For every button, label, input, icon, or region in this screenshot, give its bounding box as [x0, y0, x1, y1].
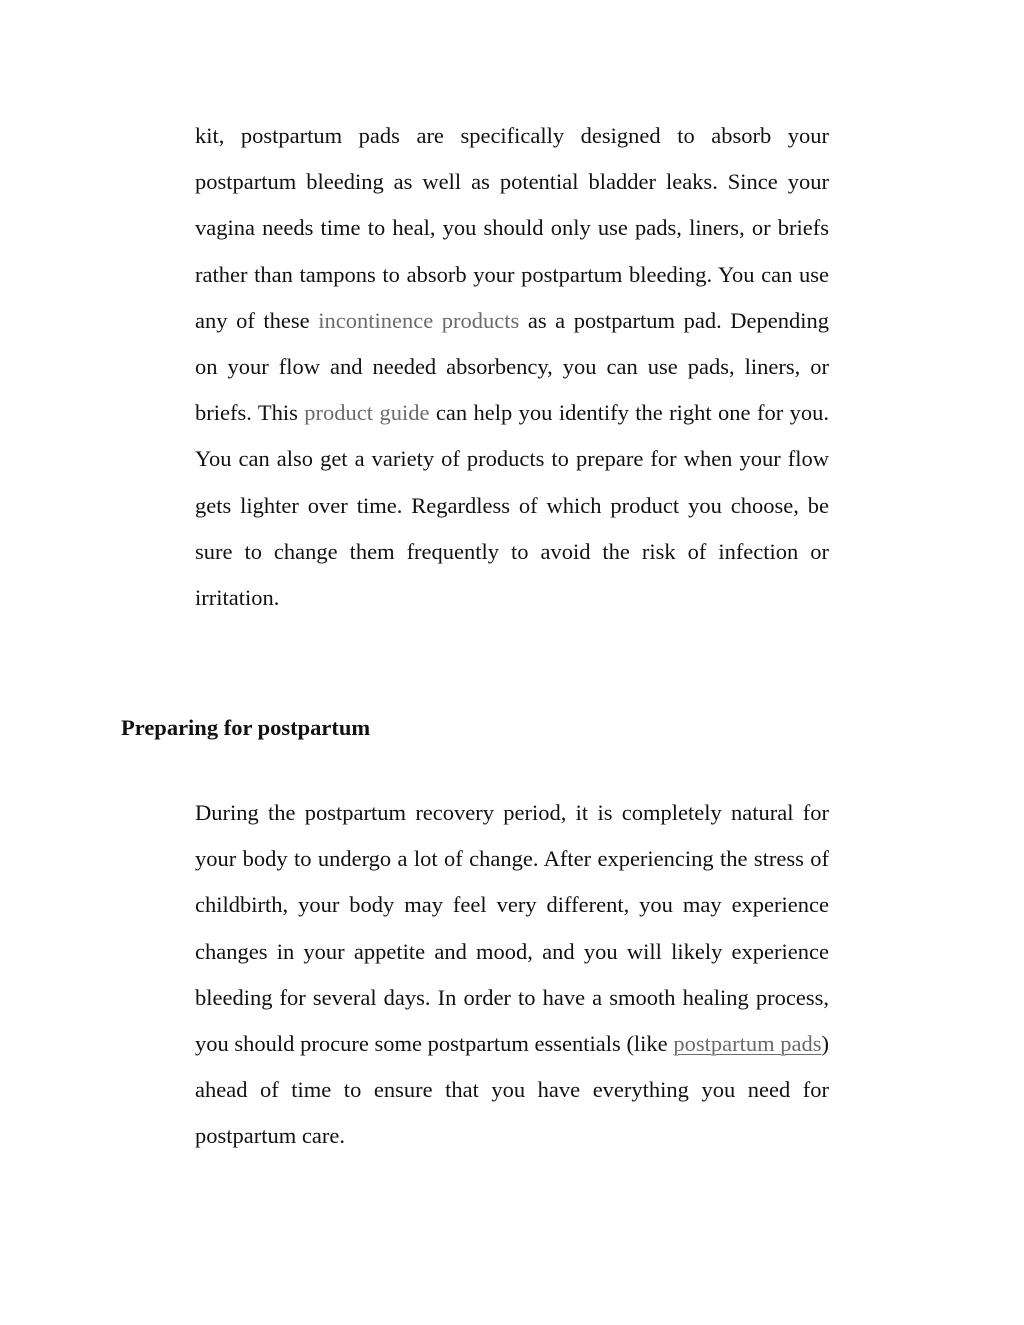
product-guide-link[interactable]: product guide — [304, 400, 430, 426]
body-paragraph-pads — [195, 113, 829, 621]
postpartum-pads-link[interactable]: postpartum pads — [673, 1031, 822, 1057]
body-paragraph-preparing — [195, 790, 829, 1160]
paragraph-text: can help you identify the right one for you. You can also get a variety of products to prepare for when your flow gets lighter over time. Regardless of which product you choose, be sure to change them frequently to avoid the risk of infection or irritation. — [195, 400, 829, 611]
section-heading: Preparing for postpartum — [121, 715, 371, 740]
incontinence-products-link[interactable]: incontinence products — [318, 307, 520, 333]
paragraph-text: During the postpartum recovery period, it is completely natural for your body to undergo a lot of change. After experiencing the stress of childbirth, your body may feel very different, you may experience changes in your appetite and mood, and you will likely experience bleeding for several days. In order to have a smooth healing process, you should procure some postpartum essentials (like — [195, 800, 829, 1057]
paragraph-text: ) ahead of time to ensure that you have everything you need for postpartum care. — [195, 1031, 829, 1149]
paragraph-text: kit, postpartum pads are specifically designed to absorb your postpartum bleeding as well as potential bladder leaks. Since your vagina needs time to heal, you should only use pads, liners, or briefs rather than tampons to absorb your postpartum bleeding. You can use any of these — [195, 123, 829, 333]
paragraph-text: as a postpartum pad. Depending on your flow and needed absorbency, you can use pads, liners, or briefs. This — [195, 307, 830, 426]
